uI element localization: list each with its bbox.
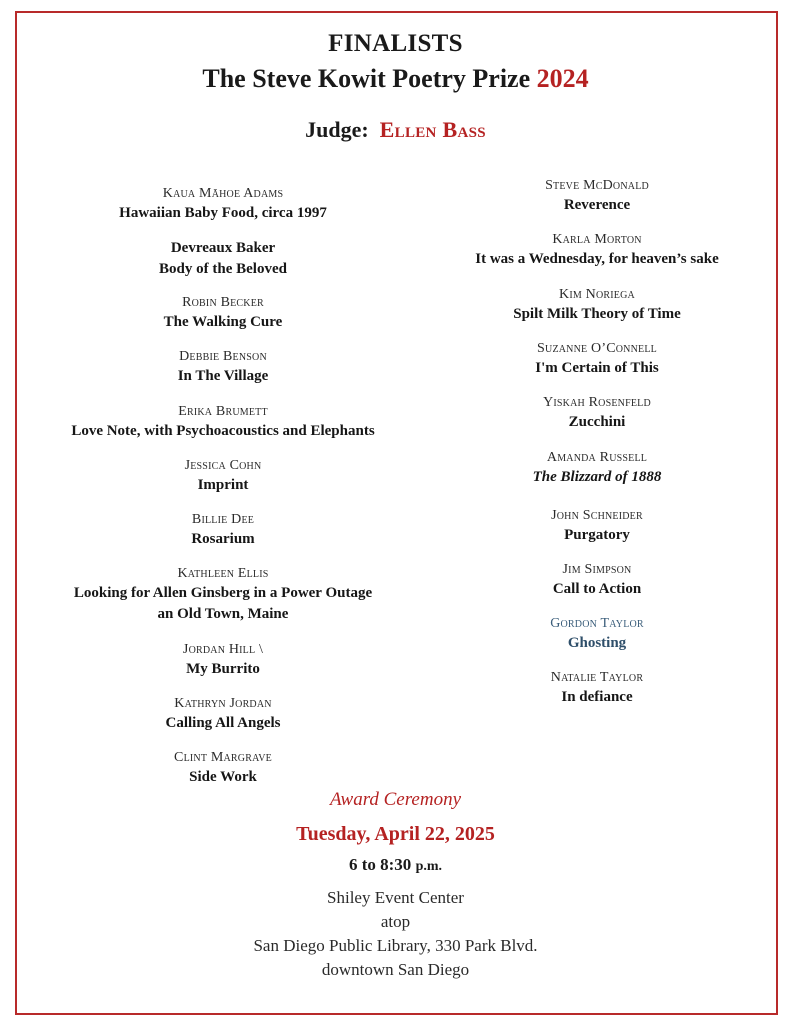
poem-title: The Walking Cure bbox=[163, 314, 283, 330]
ceremony-time-suffix: p.m. bbox=[415, 859, 443, 874]
finalist-entry bbox=[40, 185, 406, 224]
finalist-entry bbox=[40, 565, 406, 625]
poem-title: Imprint bbox=[197, 477, 249, 493]
finalist-author: Amanda Russell bbox=[546, 450, 648, 465]
finalist-author: Jordan Hill \ bbox=[182, 642, 264, 657]
finalist-author: Jim Simpson bbox=[562, 562, 632, 577]
finalist-entry bbox=[432, 231, 762, 270]
finalist-entry bbox=[432, 669, 762, 708]
poem-title: Love Note, with Psychoacoustics and Elephants bbox=[71, 423, 375, 439]
finalist-entry bbox=[432, 507, 762, 546]
finalist-author: John Schneider bbox=[551, 508, 643, 523]
prize-title bbox=[0, 64, 791, 94]
poem-title: Calling All Angels bbox=[165, 715, 281, 731]
ceremony-time-range: 6 to 8:30 bbox=[348, 855, 412, 874]
poem-title: Side Work bbox=[189, 769, 257, 785]
poem-title: The Blizzard of 1888 bbox=[532, 469, 662, 485]
finalist-entry bbox=[432, 286, 762, 325]
ceremony-time bbox=[0, 855, 791, 875]
ceremony-heading: Award Ceremony bbox=[329, 789, 462, 810]
finalist-entry bbox=[432, 177, 762, 216]
finalist-entry bbox=[432, 615, 762, 654]
finalist-entry bbox=[40, 641, 406, 680]
poem-title: Spilt Milk Theory of Time bbox=[513, 306, 681, 322]
poem-title: Zucchini bbox=[568, 414, 626, 430]
poem-title: In The Village bbox=[177, 368, 269, 384]
poem-title: I'm Certain of This bbox=[535, 360, 659, 376]
finalist-author: Devreaux Baker bbox=[170, 240, 276, 256]
finalists-heading: FINALISTS bbox=[328, 30, 463, 57]
finalist-author: Yiskah Rosenfeld bbox=[543, 395, 651, 410]
finalist-author: Robin Becker bbox=[182, 295, 264, 310]
poem-title: Looking for Allen Ginsberg in a Power Outage bbox=[73, 585, 373, 601]
finalist-author: Karla Morton bbox=[552, 232, 642, 247]
judge-line bbox=[0, 117, 791, 143]
poem-title: It was a Wednesday, for heaven’s sake bbox=[475, 251, 719, 267]
venue-name: Shiley Event Center bbox=[327, 888, 464, 907]
finalist-entry bbox=[40, 511, 406, 550]
poem-title: Purgatory bbox=[564, 527, 630, 543]
finalist-author: Natalie Taylor bbox=[550, 670, 644, 685]
finalist-author: Kathryn Jordan bbox=[174, 696, 272, 711]
finalist-author: Debbie Benson bbox=[179, 349, 267, 364]
finalist-entry bbox=[40, 695, 406, 734]
prize-name: The Steve Kowit Poetry Prize bbox=[202, 64, 531, 93]
judge-label: Judge: bbox=[305, 117, 369, 142]
finalist-entry bbox=[40, 348, 406, 387]
ceremony-date: Tuesday, April 22, 2025 bbox=[296, 823, 495, 845]
poem-title: Rosarium bbox=[191, 531, 255, 547]
finalist-author: Gordon Taylor bbox=[550, 616, 644, 631]
poem-title: Call to Action bbox=[552, 581, 642, 597]
finalist-author: Kathleen Ellis bbox=[177, 566, 269, 581]
finalist-entry bbox=[40, 294, 406, 333]
poem-title: In defiance bbox=[561, 689, 633, 705]
finalist-entry bbox=[432, 449, 762, 488]
finalist-author: Clint Margrave bbox=[174, 750, 272, 765]
finalist-entry bbox=[432, 394, 762, 433]
finalist-author: Billie Dee bbox=[191, 512, 255, 527]
venue-area: downtown San Diego bbox=[321, 960, 470, 979]
finalist-author: Steve McDonald bbox=[545, 178, 649, 193]
venue-connector: atop bbox=[380, 912, 411, 931]
finalist-entry bbox=[40, 749, 406, 788]
finalist-author: Kim Noriega bbox=[559, 287, 635, 302]
prize-year: 2024 bbox=[536, 64, 589, 93]
finalist-author: Jessica Cohn bbox=[184, 458, 262, 473]
venue-block bbox=[0, 886, 791, 982]
finalist-entry bbox=[40, 457, 406, 496]
finalist-entry bbox=[40, 403, 406, 442]
finalist-author: Kaua Māhoe Adams bbox=[162, 186, 284, 201]
finalist-author: Erika Brumett bbox=[178, 404, 268, 419]
finalist-entry bbox=[432, 561, 762, 600]
finalist-author: Suzanne O’Connell bbox=[537, 341, 657, 356]
judge-name: Ellen Bass bbox=[379, 117, 486, 142]
poem-title: Reverence bbox=[563, 197, 631, 213]
poem-title: Body of the Beloved bbox=[159, 261, 287, 277]
poem-title: Hawaiian Baby Food, circa 1997 bbox=[119, 205, 327, 221]
poem-title: My Burrito bbox=[186, 661, 260, 677]
venue-address: San Diego Public Library, 330 Park Blvd. bbox=[253, 936, 538, 955]
poem-title: Ghosting bbox=[567, 635, 627, 651]
poem-title-line2: an Old Town, Maine bbox=[157, 606, 289, 622]
finalist-entry bbox=[432, 340, 762, 379]
finalist-entry bbox=[40, 238, 406, 280]
